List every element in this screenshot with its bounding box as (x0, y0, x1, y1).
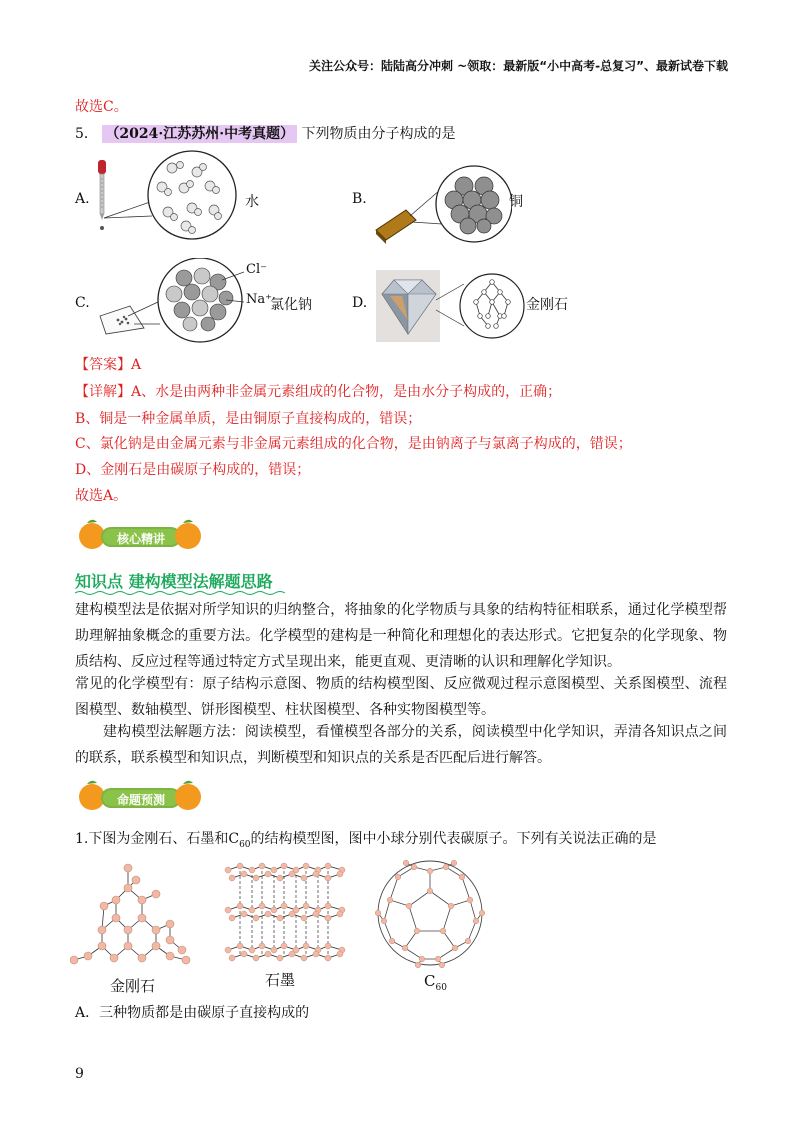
section-title-core: 核心精讲 (116, 532, 165, 546)
section-banner-core (75, 514, 205, 554)
knowledge-title: 知识点 建构模型法解题思路 (75, 572, 273, 591)
option-a-name: 水 (245, 194, 259, 210)
stem-pre: 1.下图为金刚石、石墨和C (75, 831, 240, 847)
answer-detail-line-a (75, 382, 561, 402)
question-number: 5． (75, 126, 98, 142)
knowledge-paragraph-1: 建构模型法是依据对所学知识的归纳整合，将抽象的化学物质与具象的结构特征相联系，通过化学模型帮助理解抽象概念的重要方法。化学模型的建构是一种简化和理想化的表达形式。它把复杂的化学现象、物质结构、反应过程等通过特定方式呈现出来，能更直观、更清晰的认识和理解化学知识。 (75, 602, 727, 670)
graphite-structure-model (222, 860, 348, 965)
c60-sub: 60 (435, 983, 447, 993)
option-d-letter: D. (352, 295, 368, 311)
stem-sub: 60 (239, 839, 251, 850)
sodium-ion-label: Na⁺ (246, 292, 272, 307)
source-tag: （2024·江苏苏州·中考真题） (102, 125, 297, 143)
option-d-name: 金刚石 (526, 297, 568, 313)
detail-text-a: A、水是由两种非金属元素组成的化合物，是由水分子构成的，正确； (131, 384, 562, 400)
answer-conclusion: 故选A。 (75, 488, 128, 504)
detail-label: 【详解】 (75, 384, 131, 400)
c60-structure-model (372, 855, 488, 971)
stem-post: 的结构模型图，图中小球分别代表碳原子。下列有关说法正确的是 (250, 831, 657, 847)
question1-option-a: A．三种物质都是由碳原子直接构成的 (75, 1005, 310, 1021)
section-title-prediction: 命题预测 (116, 793, 165, 807)
caption-graphite: 石墨 (265, 971, 296, 989)
option-c-name: 氯化钠 (270, 297, 312, 313)
answer-label: 【答案】A (75, 357, 142, 373)
copper-illustration (372, 162, 512, 247)
diamond-structure-model (70, 860, 200, 970)
caption-c60 (424, 972, 447, 993)
c60-letter: C (424, 972, 436, 990)
option-b-letter: B. (352, 191, 367, 207)
sodium-chloride-illustration (98, 258, 248, 343)
question-text: 下列物质由分子构成的是 (301, 126, 456, 142)
chloride-ion-label: Cl⁻ (246, 262, 267, 277)
section-banner-prediction (75, 775, 205, 815)
prev-conclusion: 故选C。 (75, 99, 128, 115)
option-c-letter: C. (75, 295, 90, 311)
diamond-illustration (376, 270, 526, 342)
option-a-letter: A. (75, 191, 90, 207)
caption-diamond: 金刚石 (110, 977, 156, 995)
answer-detail-line-b: B、铜是一种金属单质，是由铜原子直接构成的，错误； (75, 411, 422, 427)
question5-stem (75, 124, 456, 144)
knowledge-paragraph-3: 建构模型法解题方法：阅读模型，看懂模型各部分的关系，阅读模型中化学知识，弄清各知识点之间的联系，联系模型和知识点，判断模型和知识点的关系是否匹配后进行解答。 (75, 724, 727, 766)
answer-detail-line-d: D、金刚石是由碳原子构成的，错误； (75, 462, 311, 478)
knowledge-paragraph-2: 常见的化学模型有：原子结构示意图、物质的结构模型图、反应微观过程示意图模型、关系图模型、流程图模型、数轴模型、饼形图模型、柱状图模型、各种实物图模型等。 (75, 676, 727, 718)
header-note: 关注公众号：陆陆高分冲刺 ~领取：最新版“小中高考-总复习”、最新试卷下载 (309, 59, 728, 73)
question1-stem (75, 829, 657, 855)
page-number: 9 (75, 1066, 84, 1082)
option-b-name: 铜 (509, 194, 523, 210)
answer-detail-line-c: C、氯化钠是由金属元素与非金属元素组成的化合物，是由钠离子与氯离子构成的，错误； (75, 436, 632, 452)
title-underline-wave (75, 590, 290, 596)
water-illustration (92, 150, 252, 240)
